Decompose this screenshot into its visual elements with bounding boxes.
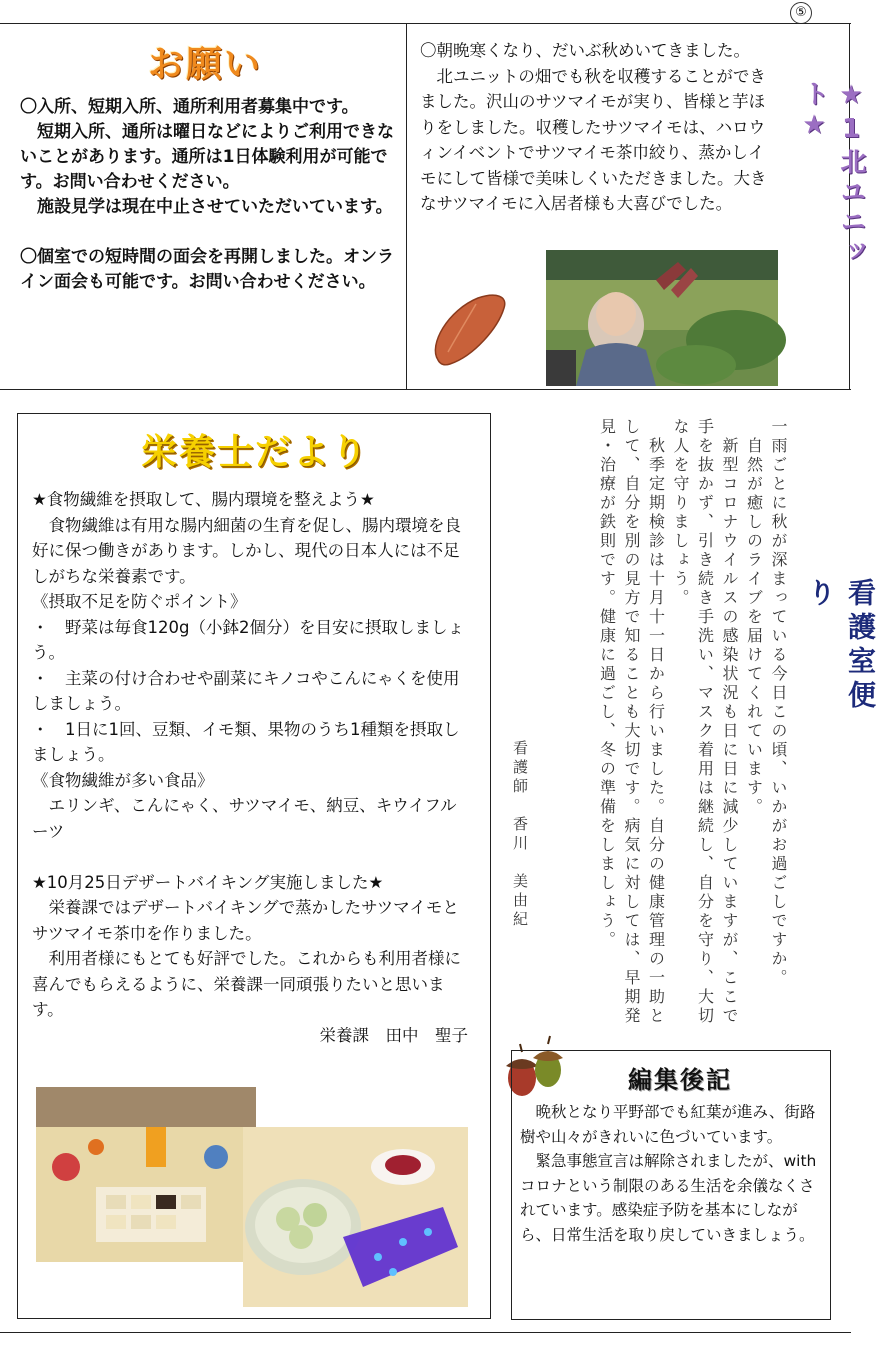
nursing-heading: 看護室便り [804, 578, 877, 714]
nutrition-title: 栄養士だより [140, 432, 369, 473]
request-p2: 短期入所、通所は曜日などによりご利用できないことがあります。通所は1日体験利用が可能です。お問い合わせください。 [20, 122, 394, 192]
section-rule [0, 389, 851, 390]
nutrition-line: ★食物繊維を摂取して、腸内環境を整えよう★ [32, 490, 375, 509]
editor-p1: 晩秋となり平野部でも紅葉が進み、街路樹や山々がきれいに色づいています。 [520, 1103, 816, 1146]
nutrition-line: エリンギ、こんにゃく、サツマイモ、納豆、キウイフルーツ [32, 796, 457, 841]
nutrition-line: 《摂取不足を防ぐポイント》 [32, 592, 247, 611]
editor-body [520, 1100, 822, 1247]
top-rule [0, 23, 851, 24]
request-p4: 〇個室での短時間の面会を再開しました。オンライン面会も可能です。お問い合わせください。 [20, 247, 394, 292]
nutrition-line: ★10月25日デザートバイキング実施しました★ [32, 872, 384, 892]
north-unit-heading: ★1北ユニット★ [799, 80, 866, 268]
sweet-potato-dessert-photo [243, 1127, 468, 1307]
nutrition-line: 栄養課ではデザートバイキングで蒸かしたサツマイモとサツマイモ茶巾を作りました。 [32, 898, 459, 943]
sweet-potato-harvest-photo [546, 250, 778, 386]
nutrition-line: ・ 野菜は毎食120g（小鉢2個分）を目安に摂取しましょう。 [32, 617, 464, 662]
editor-p2: 緊急事態宣言は解除されましたが、withコロナという制限のある生活を余儀なくされています。感染症予防を基本にしながら、日常生活を取り戻していきましょう。 [520, 1152, 817, 1244]
page-number: ⑤ [790, 2, 812, 24]
nutrition-signature: 栄養課 田中 聖子 [319, 1025, 468, 1045]
nutrition-line: 《食物繊維が多い食品》 [32, 770, 214, 790]
request-body [20, 95, 396, 295]
nutrition-line: ・ 主菜の付け合わせや副菜にキノコやこんにゃくを使用しましょう。 [32, 668, 460, 713]
nutrition-line: 利用者様にもとても好評でした。これからも利用者様に喜んでもらえるように、栄養課一同頑張りたいと思います。 [32, 949, 461, 1019]
column-divider [406, 23, 407, 389]
request-p1: 〇入所、短期入所、通所利用者募集中です。 [20, 97, 359, 117]
request-p3: 施設見学は現在中止させていただいています。 [20, 197, 393, 217]
north-unit-p2: 北ユニットの畑でも秋を収穫することができました。沢山のサツマイモが実り、皆様と芋ほりをしました。収穫したサツマイモは、ハロウィンイベントでサツマイモ茶巾絞り、蒸かしイモにして皆様で美味しくいただきました。大きなサツマイモに入居者様も大喜びでした。 [420, 66, 767, 213]
bottom-rule [0, 1332, 851, 1333]
nursing-signature: 看護師 香川 美由紀 [511, 740, 529, 930]
nutrition-line: ・ 1日に1回、豆類、イモ類、果物のうち1種類を摂取しましょう。 [32, 719, 460, 764]
nutrition-spacer [32, 844, 472, 870]
request-title: お願い [147, 44, 262, 85]
nutrition-line: 食物繊維は有用な腸内細菌の生育を促し、腸内環境を良好に保つ働きがあります。しかし、現代の日本人には不足しがちな栄養素です。 [32, 515, 461, 586]
north-unit-p1: 〇朝晩寒くなり、だいぶ秋めいてきました。 [420, 41, 750, 60]
north-unit-body [420, 38, 775, 217]
sweet-potato-illustration [428, 290, 510, 370]
editor-title: 編集後記 [628, 1066, 732, 1094]
dessert-buffet-photo [36, 1087, 256, 1262]
nutrition-body [32, 487, 472, 1048]
nursing-body: 一雨ごとに秋が深まっている今日この頃、いかがお過ごしですか。 自然が癒しのライブを届けてくれています。 新型コロナウイルスの感染状況も日に日に減少していますが、ここで手を抜かず、引き続き手洗い、マスク着用は継続し、自分を守り、大切な人を守りましょう。 秋季定期検診は十月十一日から行いました。自分の健康管理の一助として、自分を別の見方で知ることも大切です。病気に対しては、早期発見・治療が鉄則です。健康に過ごし、冬の準備をしましょう。 [597, 418, 788, 1026]
